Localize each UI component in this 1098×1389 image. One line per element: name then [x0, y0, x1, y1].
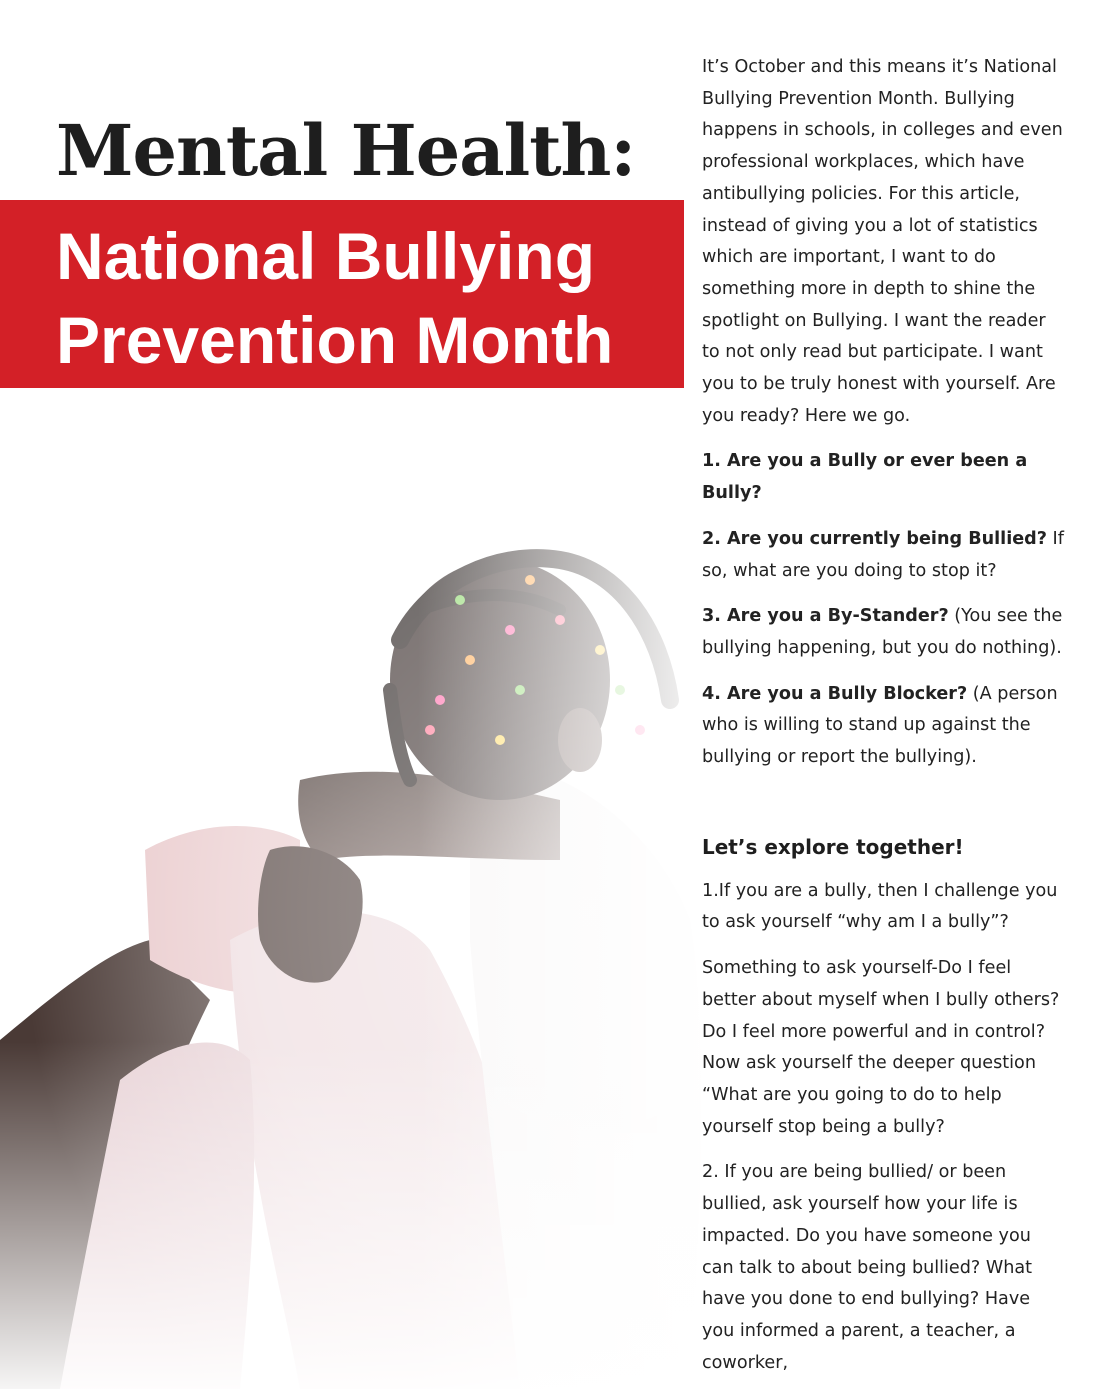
intro-paragraph: It’s October and this means it’s National Bullying Prevention Month. Bullying happens in schools, in colleges and even professional workplaces, which have antibullying policies. For this article, instead of giving you a lot of statistics which are important, I want to do something more in depth to shine the spotlight on Bullying. I want the reader to not only read but participate. I want you to be truly honest with yourself. Are you ready? Here we go.: [702, 57, 1063, 426]
question-2-bold: 2. Are you currently being Bullied?: [702, 528, 1047, 549]
explore-paragraph-3: 2. If you are being bullied/ or been bullied, ask yourself how your life is impacted. Do you have someone you can talk to about being bullied? What have you done to end bullying? Have you informed a parent, a teacher, a coworker,: [702, 1162, 1033, 1373]
article-column: [702, 52, 1067, 1389]
question-4: [702, 679, 1067, 774]
explore-paragraph-1: 1.If you are a bully, then I challenge you to ask yourself “why am I a bully”?: [702, 880, 1058, 933]
banner-line-1: National Bullying: [56, 219, 596, 293]
page-title: Mental Health:: [56, 109, 636, 192]
title-banner: [0, 200, 684, 388]
question-3-rest: (You see the bullying happening, but you do nothing).: [702, 606, 1063, 658]
question-2-rest: If so, what are you doing to stop it?: [702, 528, 1064, 581]
child-photo: [0, 520, 760, 1389]
question-2: [702, 524, 1067, 587]
banner-line-2: Prevention Month: [56, 303, 614, 377]
section-subheading: Let’s explore together!: [702, 834, 964, 859]
question-4-bold: 4. Are you a Bully Blocker?: [702, 683, 968, 704]
question-3-bold: 3. Are you a By-Stander?: [702, 606, 949, 627]
explore-paragraph-2: Something to ask yourself-Do I feel better about myself when I bully others? Do I feel more powerful and in control? Now ask yourself the deeper question “What are you going to do to help yourself stop being a bully?: [702, 958, 1060, 1137]
question-1: [702, 446, 1067, 509]
question-1-bold: 1. Are you a Bully or ever been a Bully?: [702, 451, 1028, 504]
question-3: [702, 601, 1067, 664]
question-4-rest: (A person who is willing to stand up against the bullying or report the bullying).: [702, 683, 1058, 768]
child-illustration: [0, 520, 760, 1389]
